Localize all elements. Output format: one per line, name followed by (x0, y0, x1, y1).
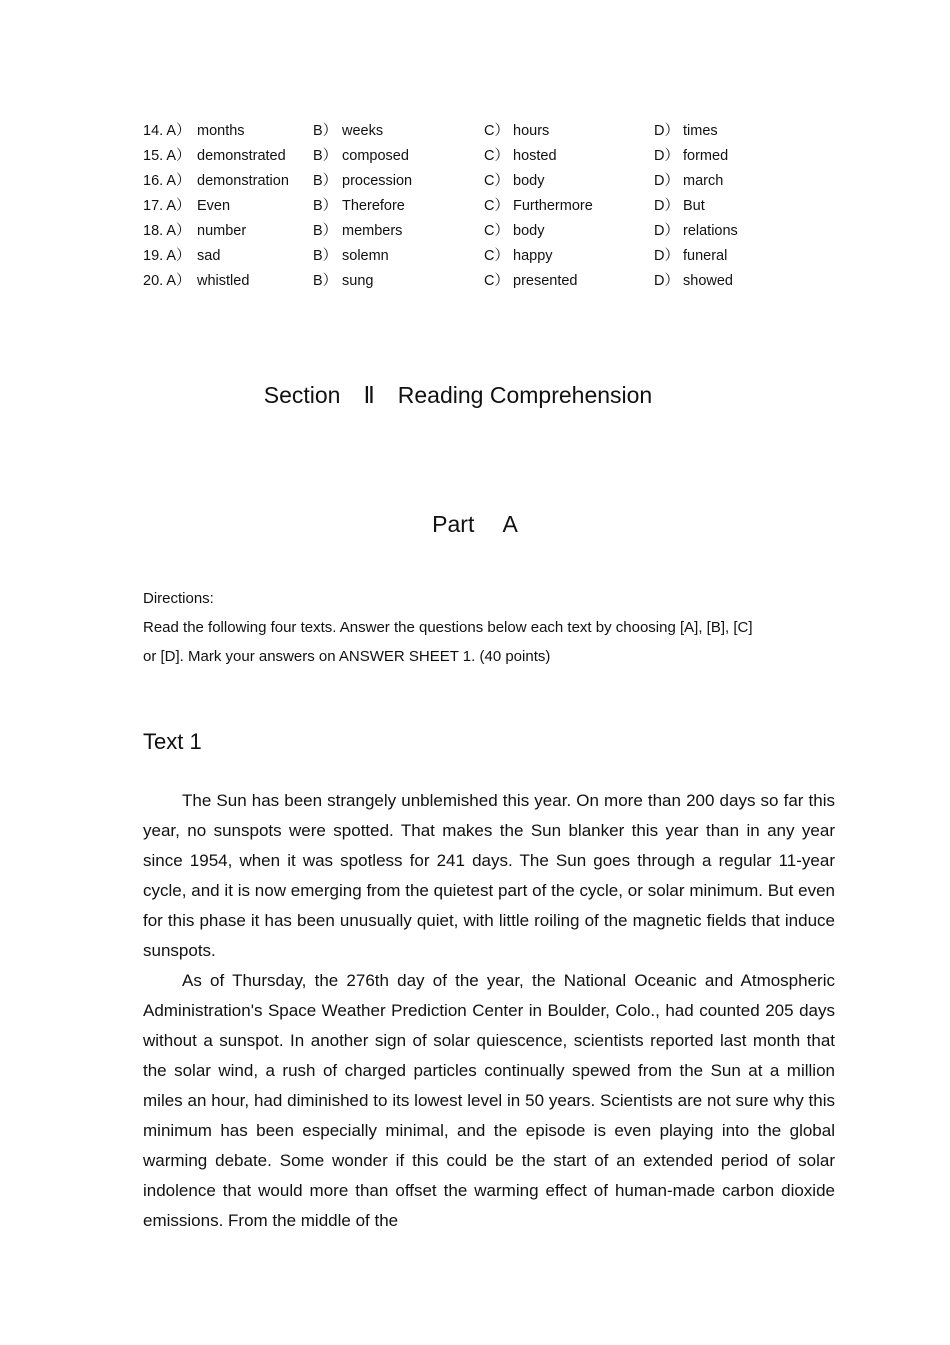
option-b: sung (342, 273, 374, 289)
option-c-label: C） (484, 173, 509, 189)
option-d-label: D） (654, 123, 679, 139)
option-d-label: D） (654, 198, 679, 214)
option-b: composed (342, 148, 409, 164)
question-number: 17. A） (143, 198, 191, 214)
section-title: Section Ⅱ Reading Comprehension (263, 382, 653, 408)
option-d: relations (683, 223, 738, 239)
question-number: 14. A） (143, 123, 191, 139)
option-c: presented (513, 273, 578, 289)
question-number: 18. A） (143, 223, 191, 239)
question-number: 15. A） (143, 148, 191, 164)
directions-line: Read the following four texts. Answer the questions below each text by choosing [A], [B], [C] (143, 619, 753, 636)
option-c-label: C） (484, 273, 509, 289)
option-b-label: B） (313, 173, 338, 189)
directions-heading: Directions: (143, 590, 214, 607)
option-row (143, 245, 863, 270)
question-number: 20. A） (143, 273, 191, 289)
option-d: showed (683, 273, 733, 289)
text-title: Text 1 (143, 729, 202, 754)
option-b-label: B） (313, 223, 338, 239)
option-b-label: B） (313, 248, 338, 264)
option-d-label: D） (654, 273, 679, 289)
option-d-label: D） (654, 223, 679, 239)
option-c: hours (513, 123, 550, 139)
option-b: Therefore (342, 198, 405, 214)
option-a: whistled (197, 273, 250, 289)
option-a: demonstration (197, 173, 289, 189)
question-number: 19. A） (143, 248, 191, 264)
option-c-label: C） (484, 148, 509, 164)
option-row (143, 270, 863, 295)
option-b-label: B） (313, 123, 338, 139)
option-row (143, 220, 863, 245)
option-c: body (513, 173, 545, 189)
option-a: months (197, 123, 245, 139)
option-d: funeral (683, 248, 728, 264)
option-a: number (197, 223, 247, 239)
option-row (143, 120, 863, 145)
option-row (143, 195, 863, 220)
option-c-label: C） (484, 248, 509, 264)
option-d: times (683, 123, 718, 139)
option-c: Furthermore (513, 198, 593, 214)
option-d: march (683, 173, 724, 189)
directions-block (143, 584, 823, 671)
option-c-label: C） (484, 223, 509, 239)
option-b: weeks (342, 123, 384, 139)
option-b: solemn (342, 248, 389, 264)
option-b-label: B） (313, 198, 338, 214)
option-a: sad (197, 248, 221, 264)
passage-paragraph: As of Thursday, the 276th day of the year, the National Oceanic and Atmospheric Administration's Space Weather Prediction Center in Boulder, Colo., had counted 205 days without a sunspot. In another sign of solar quiescence, scientists reported last month that the solar wind, a rush of charged particles continually spewed from the Sun at a million miles an hour, had diminished to its lowest level in 50 years. Scientists are not sure why this minimum has been especially minimal, and the episode is even playing into the global warming debate. Some wonder if this could be the start of an extended period of solar indolence that would more than offset the warming effect of human-made carbon dioxide emissions. From the middle of the (143, 971, 835, 1230)
option-b-label: B） (313, 273, 338, 289)
option-a: demonstrated (197, 148, 286, 164)
option-a: Even (197, 198, 231, 214)
part-title: Part A (432, 511, 518, 537)
option-d: formed (683, 148, 729, 164)
option-d: But (683, 198, 705, 214)
option-d-label: D） (654, 248, 679, 264)
option-c-label: C） (484, 123, 509, 139)
option-b: procession (342, 173, 413, 189)
option-b-label: B） (313, 148, 338, 164)
question-number: 16. A） (143, 173, 191, 189)
option-row (143, 145, 863, 170)
option-d-label: D） (654, 148, 679, 164)
directions-line: or [D]. Mark your answers on ANSWER SHEET 1. (40 points) (143, 648, 551, 665)
reading-passage (143, 786, 835, 1236)
option-row (143, 170, 863, 195)
option-c: hosted (513, 148, 557, 164)
option-b: members (342, 223, 403, 239)
option-d-label: D） (654, 173, 679, 189)
option-c-label: C） (484, 198, 509, 214)
option-c: happy (513, 248, 553, 264)
option-c: body (513, 223, 545, 239)
answer-options-table (143, 120, 863, 295)
passage-paragraph: The Sun has been strangely unblemished this year. On more than 200 days so far this year, no sunspots were spotted. That makes the Sun blanker this year than in any year since 1954, when it was spotless for 241 days. The Sun goes through a regular 11-year cycle, and it is now emerging from the quietest part of the cycle, or solar minimum. But even for this phase it has been unusually quiet, with little roiling of the magnetic fields that induce sunspots. (143, 791, 835, 960)
